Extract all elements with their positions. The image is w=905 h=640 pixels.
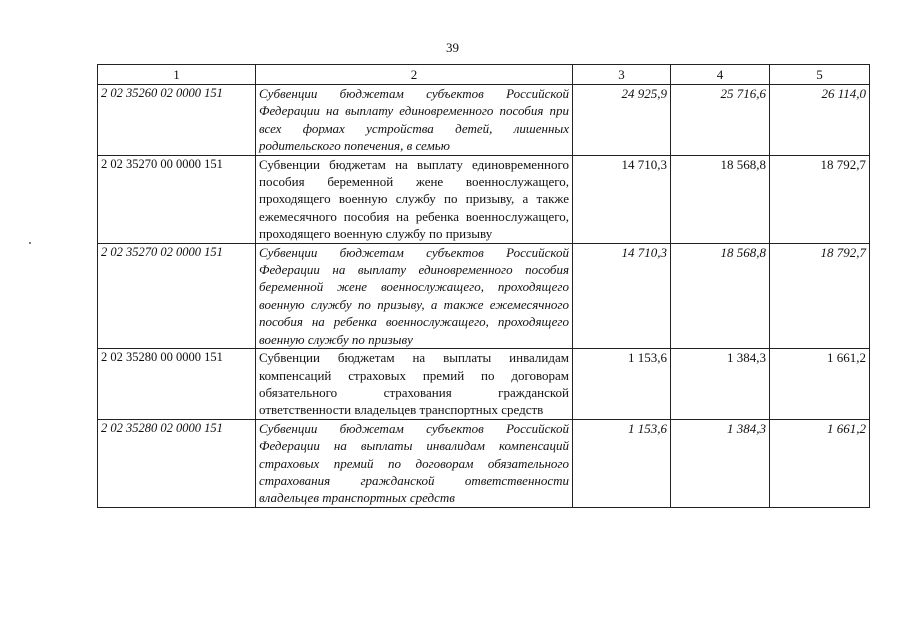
row-value-col5: 1 661,2 bbox=[770, 419, 870, 507]
budget-table bbox=[97, 64, 870, 508]
table-header-row bbox=[98, 65, 870, 85]
row-value-col4: 18 568,8 bbox=[671, 243, 770, 348]
table-row bbox=[98, 155, 870, 243]
row-value-col5: 1 661,2 bbox=[770, 349, 870, 420]
column-header-4: 4 bbox=[671, 65, 770, 85]
row-name: Субвенции бюджетам субъектов Российской Федерации на выплату единовременного пособия беременной жене военнослужащего, проходящего военную службу по призыву, а также ежемесячного пособия на ребенка военнослужащего, проходящего военную службу по призыву bbox=[256, 243, 573, 348]
row-value-col4: 1 384,3 bbox=[671, 349, 770, 420]
column-header-3: 3 bbox=[573, 65, 671, 85]
row-value-col3: 1 153,6 bbox=[573, 419, 671, 507]
row-name: Субвенции бюджетам субъектов Российской Федерации на выплаты инвалидам компенсаций страховых премий по договорам обязательного страхования гражданской ответственности владельцев транспортных средств bbox=[256, 419, 573, 507]
row-code: 2 02 35280 02 0000 151 bbox=[98, 419, 256, 507]
page-number: 39 bbox=[446, 40, 459, 55]
row-value-col3: 24 925,9 bbox=[573, 85, 671, 156]
column-header-5: 5 bbox=[770, 65, 870, 85]
row-code: 2 02 35280 00 0000 151 bbox=[98, 349, 256, 420]
column-header-1: 1 bbox=[98, 65, 256, 85]
row-value-col5: 26 114,0 bbox=[770, 85, 870, 156]
row-name: Субвенции бюджетам на выплаты инвалидам компенсаций страховых премий по договорам обязательного страхования гражданской ответственности владельцев транспортных средств bbox=[256, 349, 573, 420]
row-code: 2 02 35270 00 0000 151 bbox=[98, 155, 256, 243]
row-code: 2 02 35260 02 0000 151 bbox=[98, 85, 256, 156]
row-value-col4: 18 568,8 bbox=[671, 155, 770, 243]
row-value-col4: 1 384,3 bbox=[671, 419, 770, 507]
row-name: Субвенции бюджетам субъектов Российской Федерации на выплату единовременного пособия при всех формах устройства детей, лишенных родительского попечения, в семью bbox=[256, 85, 573, 156]
row-value-col3: 14 710,3 bbox=[573, 155, 671, 243]
table-row bbox=[98, 349, 870, 420]
table-row bbox=[98, 85, 870, 156]
row-code: 2 02 35270 02 0000 151 bbox=[98, 243, 256, 348]
table-row bbox=[98, 243, 870, 348]
row-value-col3: 1 153,6 bbox=[573, 349, 671, 420]
row-value-col5: 18 792,7 bbox=[770, 243, 870, 348]
row-value-col3: 14 710,3 bbox=[573, 243, 671, 348]
row-value-col5: 18 792,7 bbox=[770, 155, 870, 243]
row-value-col4: 25 716,6 bbox=[671, 85, 770, 156]
row-name: Субвенции бюджетам на выплату единовременного пособия беременной жене военнослужащего, проходящего военную службу по призыву, а также ежемесячного пособия на ребенка военнослужащего, проходящего военную службу по призыву bbox=[256, 155, 573, 243]
table-row bbox=[98, 419, 870, 507]
scan-speck bbox=[29, 242, 31, 244]
column-header-2: 2 bbox=[256, 65, 573, 85]
